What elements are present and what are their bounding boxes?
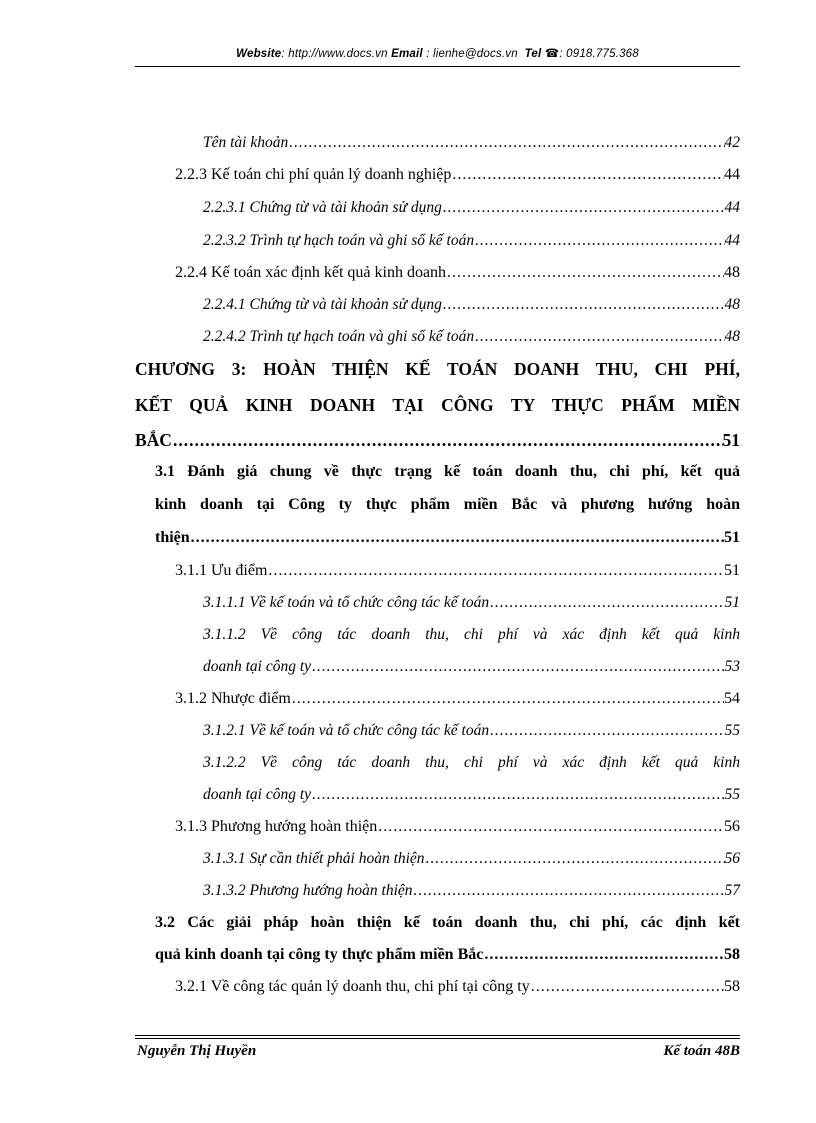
toc-section-entry: quả kinh doanh tại công ty thực phẩm miền Bắc ..... 58: [155, 946, 740, 964]
header-divider: [135, 66, 740, 67]
page-header: [135, 44, 740, 68]
footer-class: Kế toán 48B: [663, 1043, 740, 1059]
toc-entry: 3.1.2 Nhược điểm ..... 54: [175, 690, 740, 708]
toc-section-line: 3.2 Các giải pháp hoàn thiện kế toán doanh thu, chi phí, các định kết: [155, 914, 740, 931]
toc-entry: doanh tại công ty ..... 55: [203, 786, 740, 804]
toc-entry: 2.2.4 Kế toán xác định kết quả kinh doanh ..... 48: [175, 264, 740, 282]
tel-value: 0918.775.368: [566, 48, 639, 60]
toc-entry: 2.2.3.2 Trình tự hạch toán và ghi sổ kế toán ..... 44: [203, 232, 740, 250]
toc-entry-line: 3.1.2.2 Về công tác doanh thu, chi phí và xác định kết quả kinh: [203, 754, 740, 771]
email-value: lienhe@docs.vn: [432, 48, 518, 60]
toc-section-line: kinh doanh tại Công ty thực phẩm miền Bắc và phương hướng hoàn: [155, 496, 740, 513]
toc-chapter-line: CHƯƠNG 3: HOÀN THIỆN KẾ TOÁN DOANH THU, CHI PHÍ,: [135, 359, 740, 379]
toc-chapter-line: KẾT QUẢ KINH DOANH TẠI CÔNG TY THỰC PHẨM MIỀN: [135, 395, 740, 415]
footer-author: Nguyễn Thị Huyền: [137, 1043, 257, 1059]
toc-entry: 2.2.3 Kế toán chi phí quản lý doanh nghiệp ..... 44: [175, 166, 740, 184]
website-label: Website: [236, 48, 282, 60]
tel-label: Tel: [524, 48, 542, 60]
toc-section-entry: thiện ..... 51: [155, 529, 740, 547]
toc-entry: 3.1.1.1 Về kế toán và tổ chức công tác kế toán ..... 51: [203, 594, 740, 612]
toc-entry: doanh tại công ty ..... 53: [203, 658, 740, 676]
toc-entry: 3.1.1 Ưu điểm ..... 51: [175, 562, 740, 580]
website-value: http://www.docs.vn: [288, 48, 388, 60]
footer-divider: [135, 1038, 740, 1039]
toc-entry: 2.2.4.2 Trình tự hạch toán và ghi sổ kế toán ..... 48: [203, 328, 740, 346]
toc-entry: 3.1.3.1 Sự cần thiết phải hoàn thiện ..... 56: [203, 850, 740, 868]
toc-entry-line: 3.1.1.2 Về công tác doanh thu, chi phí và xác định kết quả kinh: [203, 626, 740, 643]
toc-entry: Tên tài khoản ..... 42: [203, 134, 740, 152]
toc-chapter-entry: BẮC ..... 51: [135, 430, 740, 451]
footer-divider: [135, 1035, 740, 1036]
toc-section-line: 3.1 Đánh giá chung về thực trạng kế toán doanh thu, chi phí, kết quả: [155, 463, 740, 480]
toc-entry: 3.1.2.1 Về kế toán và tổ chức công tác kế toán ..... 55: [203, 722, 740, 740]
phone-icon: ☎: [544, 48, 560, 60]
toc-entry: 3.2.1 Về công tác quản lý doanh thu, chi phí tại công ty ..... 58: [175, 978, 740, 996]
toc-entry: 2.2.3.1 Chứng từ và tài khoản sử dụng ..... 44: [203, 199, 740, 217]
toc-entry: 2.2.4.1 Chứng từ và tài khoản sử dụng ..... 48: [203, 296, 740, 314]
toc-entry: 3.1.3 Phương hướng hoàn thiện ..... 56: [175, 818, 740, 836]
header-contact: Website: http://www.docs.vn Email : lienhe@docs.vn Tel ☎: 0918.775.368: [236, 48, 639, 60]
toc-entry: 3.1.3.2 Phương hướng hoàn thiện ..... 57: [203, 882, 740, 900]
email-label: Email: [391, 48, 423, 60]
